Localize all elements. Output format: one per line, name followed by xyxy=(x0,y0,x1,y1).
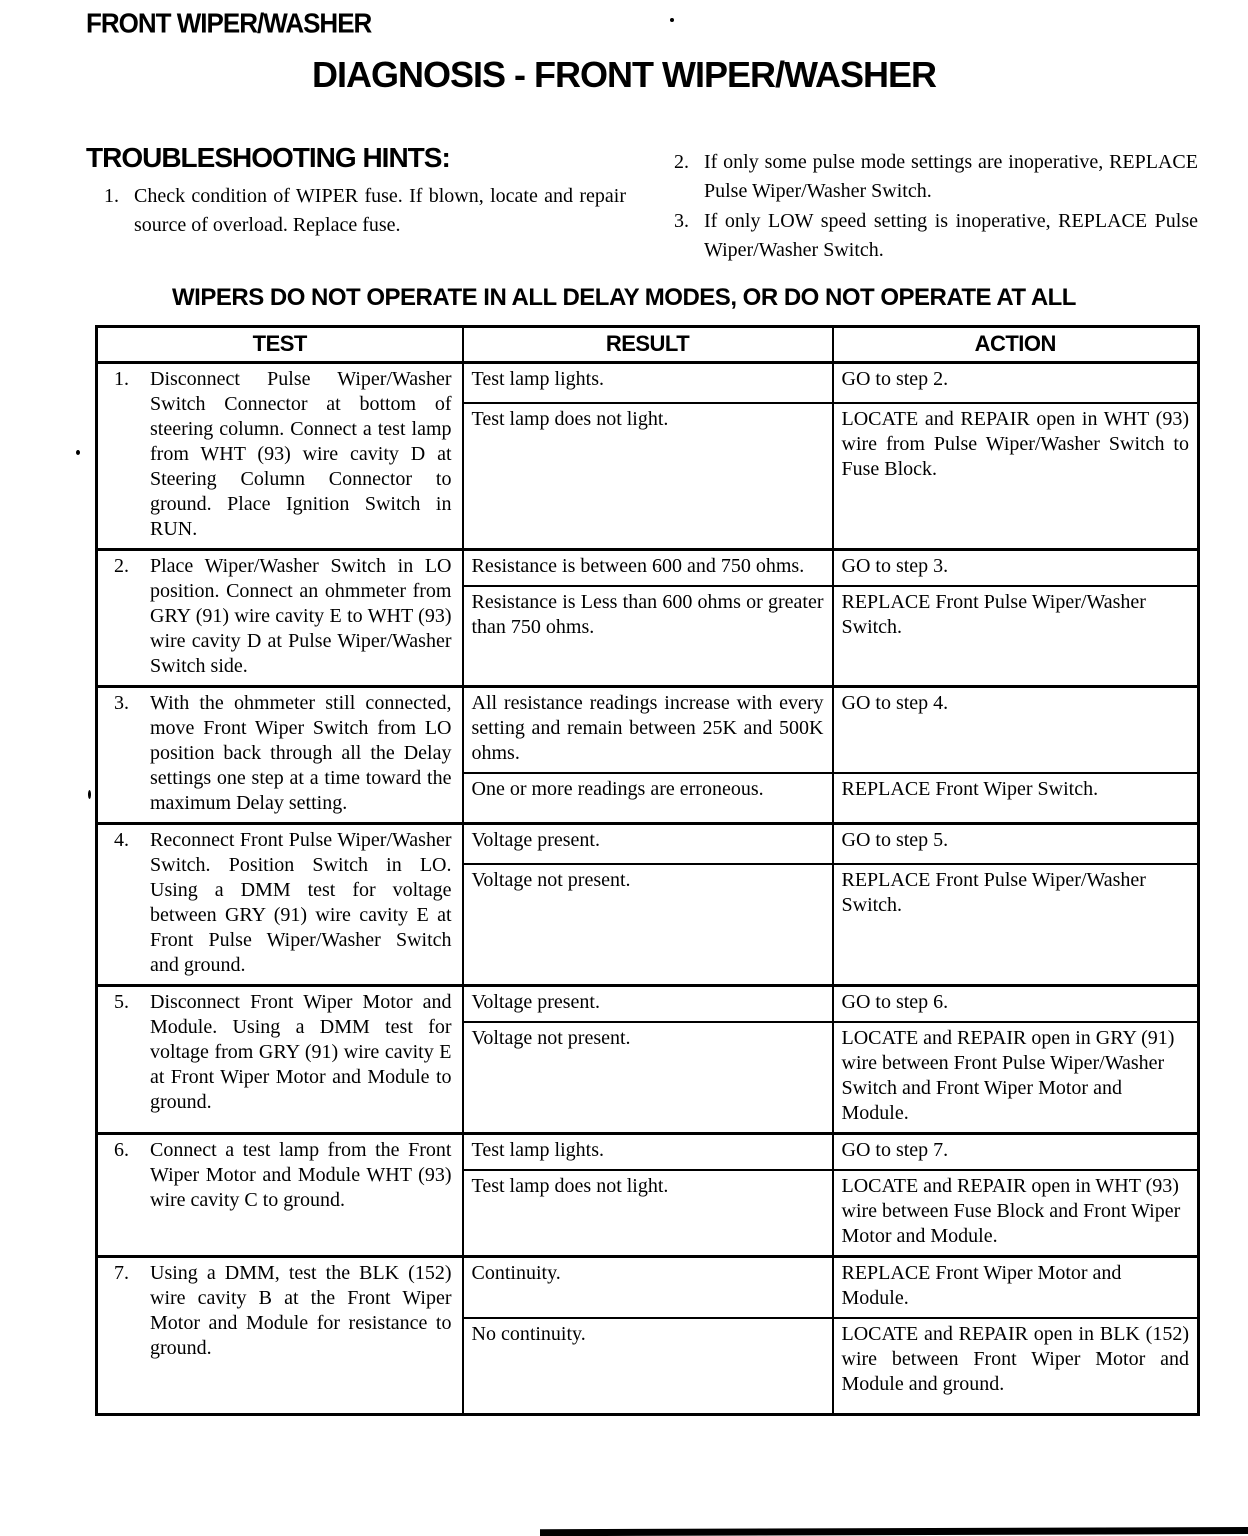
table-row xyxy=(97,1257,1199,1319)
result-cell xyxy=(463,1022,833,1134)
test-cell xyxy=(97,363,463,550)
test-number: 5. xyxy=(114,991,129,1013)
action-cell xyxy=(833,824,1199,865)
result-cell xyxy=(463,773,833,824)
action-cell xyxy=(833,1134,1199,1171)
test-text: Reconnect Front Pulse Wiper/Washer Switch. Position Switch in LO. Using a DMM test for voltage between GRY (91) wire cavity E at Front Pulse Wiper/Washer Switch and ground. xyxy=(150,829,452,976)
action-cell xyxy=(833,1170,1199,1257)
scan-speck xyxy=(670,18,674,22)
action-text: GO to step 2. xyxy=(841,368,949,390)
hints-right-column xyxy=(674,142,1198,266)
result-cell xyxy=(463,1170,833,1257)
hints-left-column xyxy=(86,142,626,266)
table-header-row xyxy=(97,327,1199,363)
action-text: REPLACE Front Pulse Wiper/Washer Switch. xyxy=(841,591,1146,638)
action-text: REPLACE Front Wiper Motor and Module. xyxy=(841,1262,1122,1309)
action-text: REPLACE Front Wiper Switch. xyxy=(841,778,1099,800)
test-text: Disconnect Pulse Wiper/Washer Switch Connector at bottom of steering column. Connect a test lamp from WHT (93) wire cavity D at Steering Column Connector to ground. Place Ignition Switch in RUN. xyxy=(150,368,452,540)
table-row xyxy=(97,824,1199,865)
test-number: 2. xyxy=(114,555,129,577)
scan-speck xyxy=(88,790,91,799)
result-text: Continuity. xyxy=(471,1262,561,1284)
action-text: GO to step 6. xyxy=(841,991,949,1013)
result-cell xyxy=(463,363,833,404)
test-cell xyxy=(97,1134,463,1257)
column-header-action: ACTION xyxy=(833,327,1199,363)
page-title: DIAGNOSIS - FRONT WIPER/WASHER xyxy=(311,54,936,95)
result-text: Voltage not present. xyxy=(471,1027,631,1049)
action-cell xyxy=(833,1318,1199,1414)
test-number: 1. xyxy=(114,368,129,390)
table-row xyxy=(97,363,1199,404)
table-row xyxy=(97,550,1199,587)
hint-number: 1. xyxy=(104,185,119,207)
hint-number: 3. xyxy=(674,210,689,232)
result-text: Test lamp lights. xyxy=(471,368,604,390)
action-cell xyxy=(833,550,1199,587)
hint-number: 2. xyxy=(674,151,689,173)
action-text: GO to step 4. xyxy=(841,692,949,714)
result-text: Voltage present. xyxy=(471,829,600,851)
diagnosis-table-title: WIPERS DO NOT OPERATE IN ALL DELAY MODES, OR DO NOT OPERATE AT ALL xyxy=(172,284,1076,311)
test-cell xyxy=(97,550,463,687)
hint-item xyxy=(86,182,626,240)
action-cell xyxy=(833,986,1199,1023)
test-cell xyxy=(97,1257,463,1415)
action-text: LOCATE and REPAIR open in GRY (91) wire between Front Pulse Wiper/Washer Switch and Front Wiper Motor and Module. xyxy=(841,1027,1175,1124)
test-number: 3. xyxy=(114,692,129,714)
result-cell xyxy=(463,586,833,687)
action-cell xyxy=(833,363,1199,404)
action-cell xyxy=(833,1022,1199,1134)
action-text: GO to step 5. xyxy=(841,829,949,851)
result-cell xyxy=(463,403,833,550)
result-text: Test lamp lights. xyxy=(471,1139,604,1161)
result-cell xyxy=(463,824,833,865)
result-cell xyxy=(463,1134,833,1171)
hint-text: Check condition of WIPER fuse. If blown, locate and repair source of overload. Replace fuse. xyxy=(134,185,626,236)
action-cell xyxy=(833,687,1199,774)
page-header: FRONT WIPER/WASHER xyxy=(86,7,372,39)
test-cell xyxy=(97,824,463,986)
result-text: One or more readings are erroneous. xyxy=(471,778,764,800)
test-number: 4. xyxy=(114,829,129,851)
test-cell xyxy=(97,986,463,1134)
result-cell xyxy=(463,864,833,985)
test-number: 7. xyxy=(114,1262,129,1284)
action-cell xyxy=(833,864,1199,985)
test-text: With the ohmmeter still connected, move Front Wiper Switch from LO position back through all the Delay settings one step at a time toward the maximum Delay setting. xyxy=(150,692,452,814)
test-text: Connect a test lamp from the Front Wiper Motor and Module WHT (93) wire cavity C to ground. xyxy=(150,1139,452,1211)
result-text: Test lamp does not light. xyxy=(471,408,669,430)
result-cell xyxy=(463,550,833,587)
hint-item xyxy=(674,148,1198,206)
scan-speck xyxy=(76,450,80,455)
result-text: Resistance is Less than 600 ohms or greater than 750 ohms. xyxy=(471,591,824,638)
test-text: Disconnect Front Wiper Motor and Module. Using a DMM test for voltage from GRY (91) wire cavity E at Front Wiper Motor and Module to ground. xyxy=(150,991,452,1113)
action-text: LOCATE and REPAIR open in WHT (93) wire between Fuse Block and Front Wiper Motor and Module. xyxy=(841,1175,1181,1247)
result-cell xyxy=(463,687,833,774)
table-row xyxy=(97,986,1199,1023)
column-header-test: TEST xyxy=(97,327,463,363)
test-number: 6. xyxy=(114,1139,129,1161)
result-text: No continuity. xyxy=(471,1323,586,1345)
column-header-result: RESULT xyxy=(463,327,833,363)
result-cell xyxy=(463,1318,833,1414)
table-row xyxy=(97,1134,1199,1171)
action-text: REPLACE Front Pulse Wiper/Washer Switch. xyxy=(841,869,1146,917)
result-text: Test lamp does not light. xyxy=(471,1175,669,1197)
action-text: LOCATE and REPAIR open in WHT (93) wire from Pulse Wiper/Washer Switch to Fuse Block. xyxy=(841,408,1189,480)
hints-heading: TROUBLESHOOTING HINTS: xyxy=(86,142,450,173)
scan-edge-line xyxy=(540,1527,1248,1536)
result-text: All resistance readings increase with every setting and remain between 25K and 500K ohms. xyxy=(471,692,824,764)
result-cell xyxy=(463,1257,833,1319)
hint-item xyxy=(674,207,1198,265)
test-text: Place Wiper/Washer Switch in LO position. Connect an ohmmeter from GRY (91) wire cavity E to WHT (93) wire cavity D at Pulse Wiper/Washer Switch side. xyxy=(150,555,452,677)
hint-text: If only LOW speed setting is inoperative, REPLACE Pulse Wiper/Washer Switch. xyxy=(704,210,1198,261)
result-text: Voltage present. xyxy=(471,991,600,1013)
hint-text: If only some pulse mode settings are inoperative, REPLACE Pulse Wiper/Washer Switch. xyxy=(704,151,1198,202)
result-cell xyxy=(463,986,833,1023)
result-text: Resistance is between 600 and 750 ohms. xyxy=(471,555,805,577)
action-cell xyxy=(833,773,1199,824)
result-text: Voltage not present. xyxy=(471,869,631,892)
action-text: LOCATE and REPAIR open in BLK (152) wire between Front Wiper Motor and Module and ground. xyxy=(841,1323,1189,1395)
action-cell xyxy=(833,586,1199,687)
troubleshooting-hints-section xyxy=(86,142,1198,266)
diagnosis-table xyxy=(95,325,1200,1416)
action-cell xyxy=(833,1257,1199,1319)
action-cell xyxy=(833,403,1199,550)
test-text: Using a DMM, test the BLK (152) wire cavity B at the Front Wiper Motor and Module for resistance to ground. xyxy=(150,1262,452,1359)
action-text: GO to step 3. xyxy=(841,555,949,577)
action-text: GO to step 7. xyxy=(841,1139,949,1161)
test-cell xyxy=(97,687,463,824)
table-row xyxy=(97,687,1199,774)
